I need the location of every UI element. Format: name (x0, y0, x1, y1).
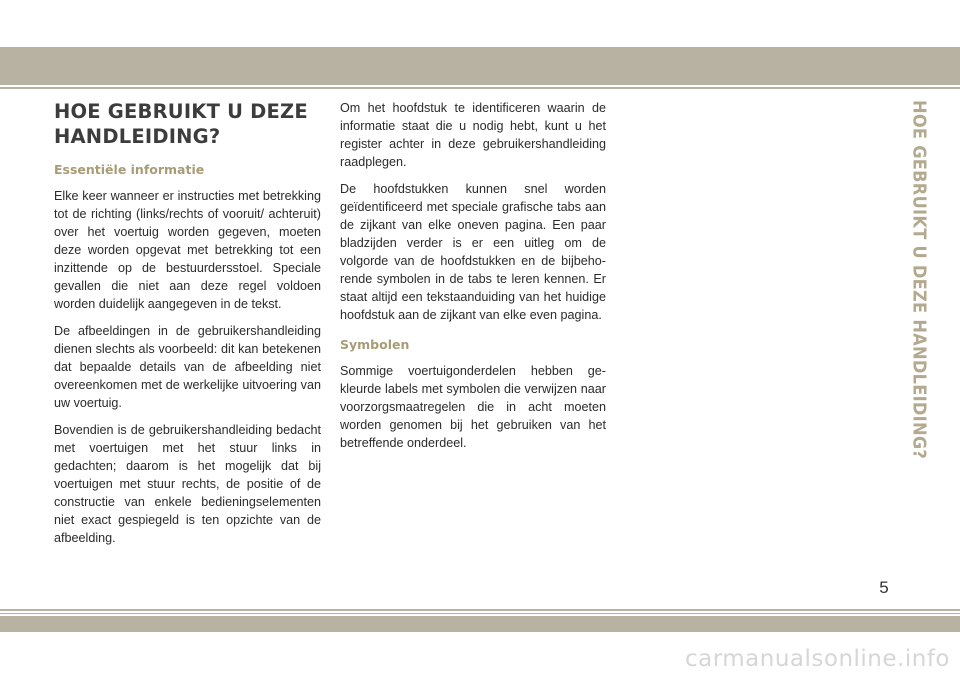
page-title: HOE GEBRUIKT U DEZE HANDLEIDING? (54, 100, 308, 148)
paragraph-chapter-tabs: De hoofdstukken kunnen snel worden geïdentificeerd met speciale grafische tabs aan de zijkant van elke oneven pagina. Een paar bladzijden verder is er een uitleg om de volgorde van de hoofdstukken en de bijbehorende symbolen in de tabs te leren kennen. Er staat altijd een tekstaanduiding van het huidige hoofdstuk aan de zijkant van elke even pagina. (340, 182, 606, 322)
left-column (54, 99, 321, 547)
footer-rule (0, 609, 960, 611)
chapter-side-tab-label: HOE GEBRUIKT U DEZE HANDLEIDING? (908, 100, 930, 460)
paragraph-index: Om het hoofdstuk te identificeren waarin de informatie staat die u nodig hebt, kunt u het register achter in deze gebruikershandleiding raadplegen. (340, 101, 606, 169)
paragraph-directions: Elke keer wanneer er instructies met betrekking tot de richting (links/rechts of vooruit/ achteruit) over het voertuig worden gegeven, moeten deze worden opgevat met betrekking tot een inzittende op de bestuurdersstoel. Speciale gevallen die niet aan deze regel voldoen worden duidelijk aangegeven in de tekst. (54, 189, 321, 311)
chapter-side-tab (902, 100, 936, 460)
paragraph-left-hand-drive: Bovendien is de gebruikershandleiding bedacht met voertuigen met het stuur links in gedachten; daarom is het mogelijk dat bij voertuigen met stuur rechts, de positie of de constructie van enkele bedieningselementen niet exact gespiegeld is ten opzichte van de afbeelding. (54, 423, 321, 545)
right-column (340, 99, 606, 452)
section-heading-symbols: Symbolen (340, 337, 410, 352)
paragraph-illustrations: De afbeeldingen in de gebruikershandleiding dienen slechts als voorbeeld: dit kan betekenen dat bepaalde details van de afbeelding niet overeenkomen met de werkelijke uitvoering van uw voertuig. (54, 324, 321, 410)
footer-rule-thin (0, 613, 960, 614)
header-rule (0, 87, 960, 89)
header-band (0, 47, 960, 85)
footer-band (0, 616, 960, 632)
page-number: 5 (879, 578, 889, 597)
paragraph-symbols: Sommige voertuigonderdelen hebben gekleurde labels met symbolen die verwijzen naar voorzorgsmaatregelen die in acht moeten worden genomen bij het gebruiken van het betreffende onderdeel. (340, 364, 606, 450)
watermark: carmanualsonline.info (684, 646, 950, 672)
section-heading-essential-info: Essentiële informatie (54, 162, 205, 177)
